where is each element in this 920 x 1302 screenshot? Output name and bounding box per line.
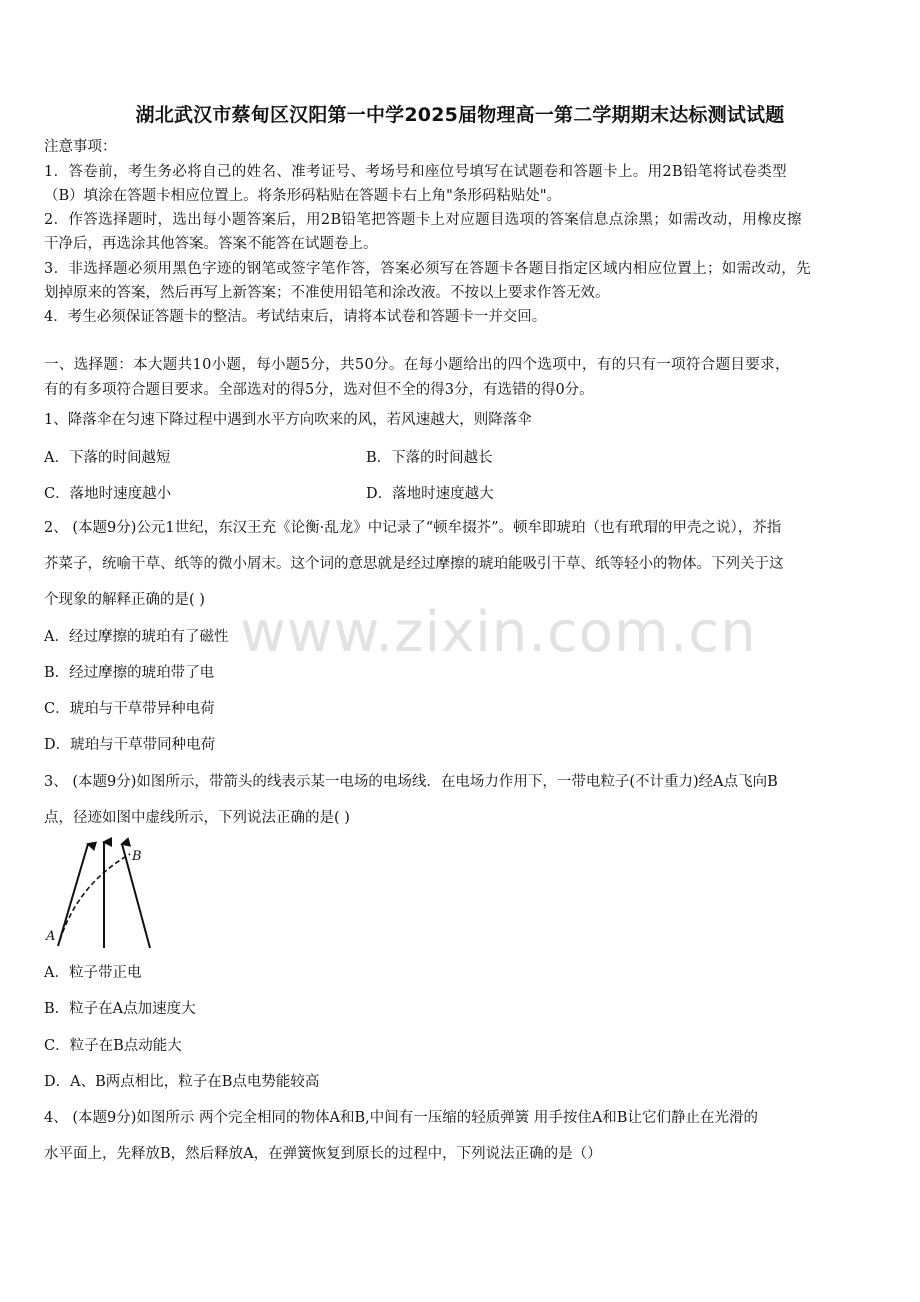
point-b-label: B bbox=[132, 849, 142, 864]
question-1-stem: 1、降落伞在匀速下降过程中遇到水平方向吹来的风，若风速越大，则降落伞 bbox=[44, 412, 532, 428]
question-3-option-b: B．粒子在A点加速度大 bbox=[44, 1001, 196, 1017]
notice-line: 3．非选择题必须用黑色字迹的钢笔或签字笔作答，答案必须写在答题卡各题目指定区域内相应位置上；如需改动，先 bbox=[44, 261, 811, 277]
question-4-stem: 4、 (本题9分)如图所示 两个完全相同的物体A和B,中间有一压缩的轻质弹簧 用手按住A和B让它们静止在光滑的 bbox=[44, 1110, 758, 1126]
page-title: 湖北武汉市蔡甸区汉阳第一中学2025届物理高一第二学期期末达标测试试题 bbox=[135, 104, 785, 126]
question-1-option-d: D．落地时速度越大 bbox=[366, 486, 494, 502]
question-2-option-d: D．琥珀与干草带同种电荷 bbox=[44, 737, 216, 753]
question-2-stem: 个现象的解释正确的是( ) bbox=[44, 592, 205, 608]
notice-line: 4．考生必须保证答题卡的整洁。考试结束后，请将本试卷和答题卡一并交回。 bbox=[44, 309, 547, 325]
question-1-options-row bbox=[44, 482, 884, 502]
question-3-option-a: A．粒子带正电 bbox=[44, 965, 142, 981]
notice-line: 划掉原来的答案，然后再写上新答案；不准使用铅笔和涂改液。不按以上要求作答无效。 bbox=[44, 285, 610, 301]
question-2-stem: 2、 (本题9分)公元1世纪，东汉王充《论衡·乱龙》中记录了“顿牟掇芥”。顿牟即琥珀（也有玳瑁的甲壳之说），芥指 bbox=[44, 520, 782, 536]
question-1-option-a: A．下落的时间越短 bbox=[44, 450, 171, 466]
watermark: www.zixin.com.cn bbox=[240, 600, 757, 665]
section-instructions: 有的有多项符合题目要求。全部选对的得5分，选对但不全的得3分，有选错的得0分。 bbox=[44, 382, 594, 398]
point-a-label: A bbox=[46, 929, 56, 944]
question-1-options-row bbox=[44, 446, 884, 466]
question-3-option-c: C．粒子在B点动能大 bbox=[44, 1038, 182, 1054]
question-4-stem: 水平面上，先释放B，然后释放A，在弹簧恢复到原长的过程中，下列说法正确的是（） bbox=[44, 1146, 602, 1162]
section-instructions: 一、选择题：本大题共10小题，每小题5分，共50分。在每小题给出的四个选项中，有的只有一项符合题目要求， bbox=[44, 357, 790, 373]
question-3-stem: 点，径迹如图中虚线所示，下列说法正确的是( ) bbox=[44, 810, 350, 826]
question-3-option-d: D．A、B两点相比，粒子在B点电势能较高 bbox=[44, 1074, 320, 1090]
notice-line: 1．答卷前，考生务必将自己的姓名、准考证号、考场号和座位号填写在试题卷和答题卡上。用2B铅笔将试卷类型 bbox=[44, 164, 787, 180]
notice-heading: 注意事项： bbox=[44, 139, 117, 155]
notice-line: 干净后，再选涂其他答案。答案不能答在试题卷上。 bbox=[44, 236, 378, 252]
question-2-stem: 芥菜子，统喻干草、纸等的微小屑末。这个词的意思就是经过摩擦的琥珀能吸引干草、纸等轻小的物体。下列关于这 bbox=[44, 556, 784, 572]
notice-line: 2．作答选择题时，选出每小题答案后，用2B铅笔把答题卡上对应题目选项的答案信息点涂黑；如需改动，用橡皮擦 bbox=[44, 212, 802, 228]
question-3-stem: 3、 (本题9分)如图所示，带箭头的线表示某一电场的电场线．在电场力作用下，一带电粒子(不计重力)经A点飞向B bbox=[44, 774, 778, 790]
particle-trajectory bbox=[60, 854, 130, 940]
question-2-option-b: B．经过摩擦的琥珀带了电 bbox=[44, 665, 215, 681]
question-1-option-b: B．下落的时间越长 bbox=[366, 450, 493, 466]
question-2-option-c: C．琥珀与干草带异种电荷 bbox=[44, 701, 215, 717]
electric-field-figure bbox=[40, 836, 170, 958]
question-2-option-a: A．经过摩擦的琥珀有了磁性 bbox=[44, 629, 229, 645]
question-1-option-c: C．落地时速度越小 bbox=[44, 486, 172, 502]
notice-line: （B）填涂在答题卡相应位置上。将条形码粘贴在答题卡右上角"条形码粘贴处"。 bbox=[44, 188, 561, 204]
